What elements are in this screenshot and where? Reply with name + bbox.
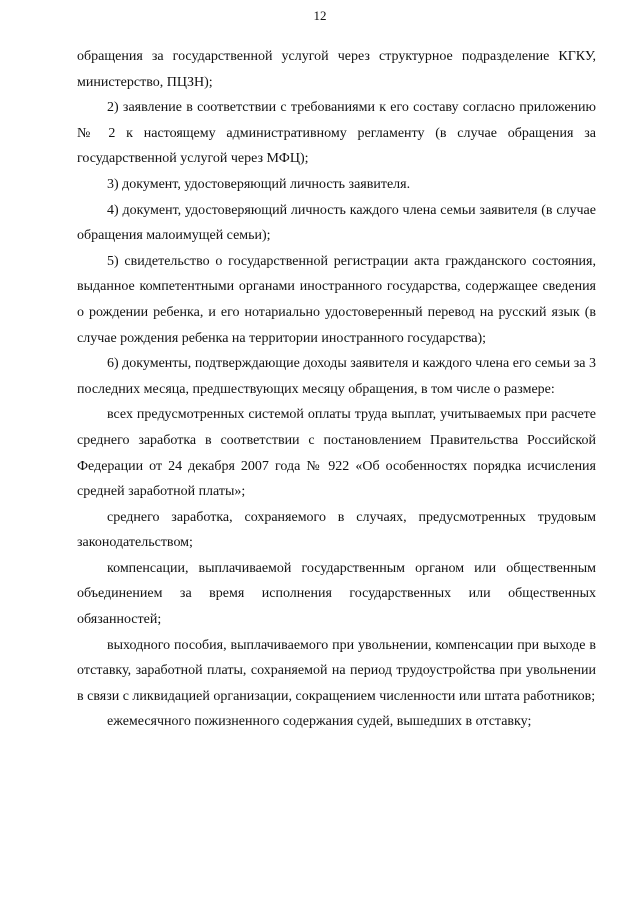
- paragraph-item-6: 6) документы, подтверждающие доходы заявителя и каждого члена его семьи за 3 последних месяца, предшествующих месяцу обращения, в том числе о размере:: [77, 356, 596, 397]
- paragraph-subitem-average-earnings: среднего заработка, сохраняемого в случаях, предусмотренных трудовым законодательством;: [77, 509, 596, 551]
- paragraph-item-3: 3) документ, удостоверяющий личность заявителя.: [107, 176, 411, 192]
- page-number: 12: [313, 8, 327, 23]
- paragraph-continuation: обращения за государственной услугой через структурное подразделение КГКУ, министерство, ПЦЗН);: [77, 49, 596, 90]
- paragraph-subitem-judges: ежемесячного пожизненного содержания судей, вышедших в отставку;: [107, 714, 532, 730]
- paragraph-item-4: 4) документ, удостоверяющий личность каждого члена семьи заявителя (в случае обращения малоимущей семьи);: [77, 202, 596, 244]
- paragraph-item-5: 5) свидетельство о государственной регистрации акта гражданского состояния, выданное компетентными органами иностранного государства, содержащее сведения о рождении ребенка, и его нотариально удостоверенный перевод на русский язык (в случае рождения ребенка на территории иностранного государства);: [77, 253, 596, 346]
- paragraph-subitem-severance: выходного пособия, выплачиваемого при увольнении, компенсации при выходе в отставку, заработной платы, сохраняемой на период трудоустройства при увольнении в связи с ликвидацией организации, сокращением численности или штата работников;: [77, 637, 596, 704]
- paragraph-item-2: 2) заявление в соответствии с требованиями к его составу согласно приложению № 2 к настоящему административному регламенту (в случае обращения за государственной услугой через МФЦ);: [77, 100, 596, 167]
- paragraph-subitem-compensation: компенсации, выплачиваемой государственным органом или общественным объединением за время исполнения государственных или общественных обязанностей;: [77, 560, 596, 628]
- paragraph-subitem-payments: всех предусмотренных системой оплаты труда выплат, учитываемых при расчете среднего заработка в соответствии с постановлением Правительства Российской Федерации от 24 декабря 2007 года № 922 «Об особенностях порядка исчисления средней заработной платы»;: [77, 407, 596, 500]
- document-body: [77, 44, 596, 735]
